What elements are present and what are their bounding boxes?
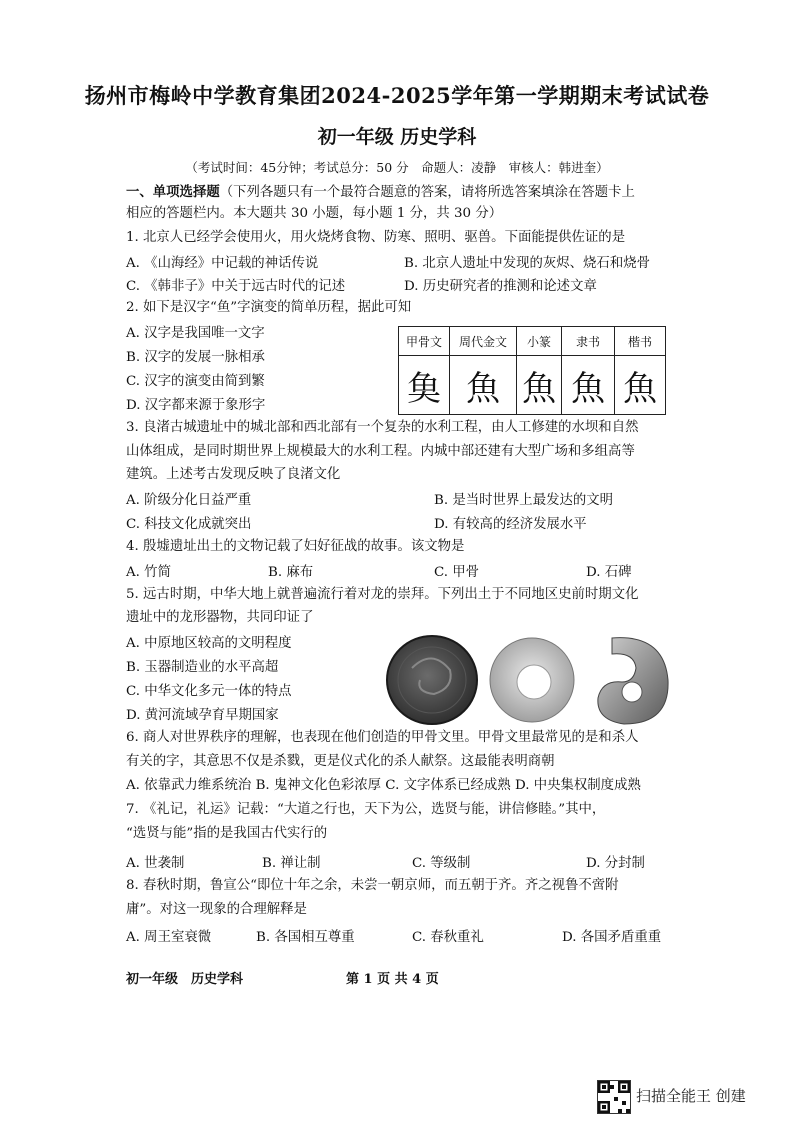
glyph-oracle: 𩵋 xyxy=(399,356,450,415)
q3-stem-line-1: 3. 良渚古城遗址中的城北部和西北部有一个复杂的水利工程，由人工修建的水坝和自然 xyxy=(126,420,639,435)
q8-option-d: D. 各国矛盾重重 xyxy=(562,930,662,945)
dragon-artifacts-photo xyxy=(384,628,684,728)
glyph-bronze: 魚 xyxy=(450,356,517,415)
jade-dragon-ring xyxy=(490,638,574,722)
footer-subject: 初一年级 历史学科 xyxy=(126,972,244,987)
q2-stem: 2. 如下是汉字“鱼”字演变的简单历程，据此可知 xyxy=(126,300,412,315)
jade-pig-dragon xyxy=(598,638,668,724)
section-heading: 一、单项选择题 xyxy=(126,184,220,200)
q5-option-b: B. 玉器制造业的水平高超 xyxy=(126,660,279,675)
glyph-clerical: 魚 xyxy=(562,356,615,415)
q3-option-c: C. 科技文化成就突出 xyxy=(126,517,252,532)
q8-option-b: B. 各国相互尊重 xyxy=(256,930,355,945)
q6-stem-line-2: 有关的字，其意思不仅是杀戮，更是仪式化的杀人献祭。这最能表明商朝 xyxy=(126,754,555,769)
q4-stem: 4. 殷墟遗址出土的文物记载了妇好征战的故事。该文物是 xyxy=(126,539,465,554)
q3-option-d: D. 有较高的经济发展水平 xyxy=(434,517,587,532)
q7-stem-line-2: “选贤与能”指的是我国古代实行的 xyxy=(126,826,328,841)
q7-stem-line-1: 7. 《礼记，礼运》记载：“大道之行也，天下为公，选贤与能，讲信修睦。”其中， xyxy=(126,802,606,817)
section-intro-line-2: 相应的答题栏内。本大题共 30 小题，每小题 1 分，共 30 分） xyxy=(126,206,503,221)
fish-character-evolution-table xyxy=(398,326,666,415)
q2-option-d: D. 汉字都来源于象形字 xyxy=(126,398,266,413)
exam-meta: （考试时间：45分钟；考试总分：50 分 命题人：凌静 审核人：韩进奎） xyxy=(185,160,609,175)
table-header-regular: 楷书 xyxy=(615,327,666,356)
q5-option-d: D. 黄河流域孕育早期国家 xyxy=(126,708,279,723)
qr-code-icon xyxy=(597,1080,631,1114)
q5-option-a: A. 中原地区较高的文明程度 xyxy=(126,636,292,651)
q6-options: A. 依靠武力维系统治 B. 鬼神文化色彩浓厚 C. 文字体系已经成熟 D. 中央集权制度成熟 xyxy=(126,778,641,793)
glyph-seal: 魚 xyxy=(517,356,562,415)
q7-option-b: B. 禅让制 xyxy=(262,856,321,871)
q3-stem-line-3: 建筑。上述考古发现反映了良渚文化 xyxy=(126,467,341,482)
q7-option-d: D. 分封制 xyxy=(586,856,645,871)
q4-option-a: A. 竹简 xyxy=(126,565,171,580)
q8-stem-line-2: 庸”。对这一现象的合理解释是 xyxy=(126,902,307,917)
q1-option-d: D. 历史研究者的推测和论述文章 xyxy=(404,279,597,294)
glyph-regular: 魚 xyxy=(615,356,666,415)
q2-option-c: C. 汉字的演变由简到繁 xyxy=(126,374,265,389)
q1-stem: 1. 北京人已经学会使用火，用火烧烤食物、防寒、照明、驱兽。下面能提供佐证的是 xyxy=(126,230,626,245)
q8-option-a: A. 周王室衰微 xyxy=(126,930,212,945)
q4-option-d: D. 石碑 xyxy=(586,565,632,580)
table-header-oracle: 甲骨文 xyxy=(399,327,450,356)
table-header-clerical: 隶书 xyxy=(562,327,615,356)
exam-subtitle: 初一年级 历史学科 xyxy=(317,126,477,148)
q3-option-b: B. 是当时世界上最发达的文明 xyxy=(434,493,614,508)
q1-option-c: C. 《韩非子》中关于远古时代的记述 xyxy=(126,279,346,294)
section-intro-line-1 xyxy=(126,182,635,203)
table-header-seal: 小篆 xyxy=(517,327,562,356)
q1-option-a: A. 《山海经》中记载的神话传说 xyxy=(126,256,319,271)
q3-stem-line-2: 山体组成，是同时期世界上规模最大的水利工程。内城中部还建有大型广场和多组高等 xyxy=(126,444,635,459)
q4-option-c: C. 甲骨 xyxy=(434,565,480,580)
q8-option-c: C. 春秋重礼 xyxy=(412,930,484,945)
footer-page-number: 第 1 页 共 4 页 xyxy=(346,972,439,987)
q7-option-a: A. 世袭制 xyxy=(126,856,185,871)
pottery-dragon-plate xyxy=(387,636,477,724)
q3-option-a: A. 阶级分化日益严重 xyxy=(126,493,252,508)
q7-option-c: C. 等级制 xyxy=(412,856,471,871)
q4-option-b: B. 麻布 xyxy=(268,565,314,580)
section-intro-text: （下列各题只有一个最符合题意的答案，请将所选答案填涂在答题卡上 xyxy=(219,185,635,200)
q2-option-b: B. 汉字的发展一脉相承 xyxy=(126,350,265,365)
q5-option-c: C. 中华文化多元一体的特点 xyxy=(126,684,292,699)
exam-title: 扬州市梅岭中学教育集团2024-2025学年第一学期期末考试试卷 xyxy=(84,83,710,108)
q2-option-a: A. 汉字是我国唯一文字 xyxy=(126,326,265,341)
q5-stem-line-1: 5. 远古时期，中华大地上就普遍流行着对龙的崇拜。下列出土于不同地区史前时期文化 xyxy=(126,587,639,602)
q5-stem-line-2: 遗址中的龙形器物，共同印证了 xyxy=(126,610,314,625)
q8-stem-line-1: 8. 春秋时期，鲁宣公“即位十年之余，未尝一朝京师，而五朝于齐。齐之视鲁不啻附 xyxy=(126,878,619,893)
scanner-watermark-text: 扫描全能王 创建 xyxy=(636,1087,746,1105)
q6-stem-line-1: 6. 商人对世界秩序的理解，也表现在他们创造的甲骨文里。甲骨文里最常见的是和杀人 xyxy=(126,730,639,745)
q1-option-b: B. 北京人遗址中发现的灰烬、烧石和烧骨 xyxy=(404,256,650,271)
table-header-bronze: 周代金文 xyxy=(450,327,517,356)
